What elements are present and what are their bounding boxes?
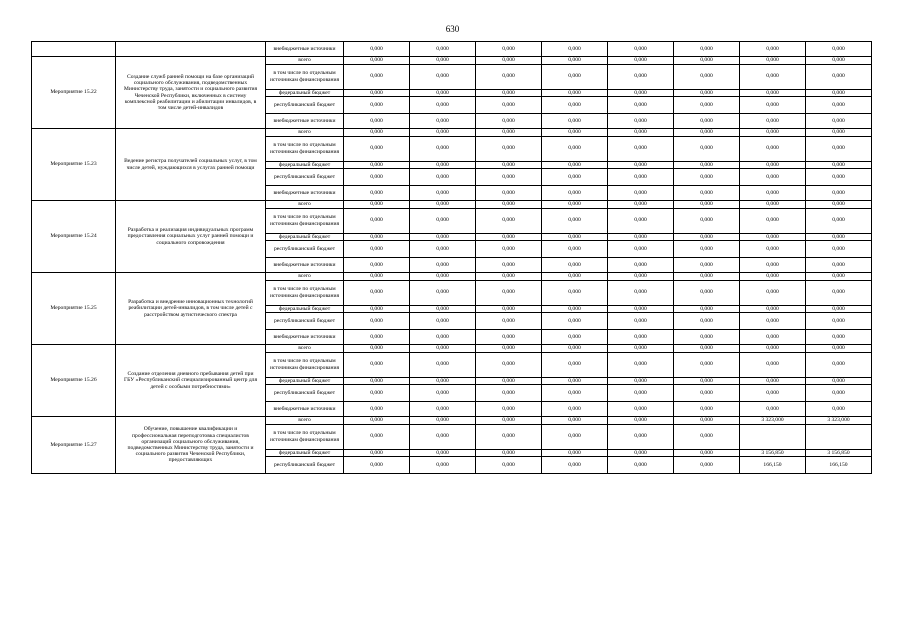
value-cell: 0,000	[344, 352, 410, 377]
value-cell: 0,000	[542, 417, 608, 425]
funding-source-cell: в том числе по отдельным источникам финансирования	[266, 280, 344, 305]
value-cell: 0,000	[410, 377, 476, 385]
value-cell: 0,000	[740, 273, 806, 281]
funding-source-cell: внебюджетные источники	[266, 402, 344, 417]
value-cell: 0,000	[542, 273, 608, 281]
value-cell: 0,000	[344, 424, 410, 449]
value-cell: 0,000	[476, 449, 542, 457]
value-cell: 0,000	[674, 241, 740, 258]
value-cell: 0,000	[806, 186, 872, 201]
value-cell: 0,000	[608, 201, 674, 209]
value-cell: 0,000	[608, 57, 674, 65]
value-cell: 0,000	[542, 313, 608, 330]
measure-label-cell	[32, 42, 116, 57]
value-cell: 0,000	[344, 280, 410, 305]
value-cell: 0,000	[674, 352, 740, 377]
value-cell: 0,000	[806, 352, 872, 377]
value-cell: 0,000	[608, 114, 674, 129]
funding-source-cell: всего	[266, 129, 344, 137]
value-cell: 0,000	[344, 208, 410, 233]
value-cell: 0,000	[476, 330, 542, 345]
value-cell: 0,000	[476, 208, 542, 233]
value-cell: 0,000	[674, 402, 740, 417]
table-row	[32, 42, 872, 57]
value-cell: 0,000	[806, 57, 872, 65]
value-cell: 0,000	[806, 280, 872, 305]
value-cell: 0,000	[476, 385, 542, 402]
value-cell: 0,000	[608, 449, 674, 457]
value-cell: 0,000	[344, 385, 410, 402]
value-cell: 0,000	[740, 258, 806, 273]
value-cell: 0,000	[344, 305, 410, 313]
value-cell: 0,000	[344, 258, 410, 273]
funding-source-cell: федеральный бюджет	[266, 449, 344, 457]
value-cell: 0,000	[542, 129, 608, 137]
measure-label: Мероприятие 15.25	[32, 273, 116, 345]
value-cell: 0,000	[410, 258, 476, 273]
value-cell: 0,000	[740, 136, 806, 161]
value-cell: 0,000	[806, 64, 872, 89]
value-cell: 0,000	[674, 457, 740, 474]
value-cell: 0,000	[608, 97, 674, 114]
value-cell: 3 323,000	[740, 417, 806, 425]
value-cell: 0,000	[410, 273, 476, 281]
value-cell: 0,000	[608, 208, 674, 233]
value-cell: 0,000	[344, 241, 410, 258]
value-cell: 0,000	[344, 273, 410, 281]
value-cell: 0,000	[806, 345, 872, 353]
value-cell: 0,000	[476, 186, 542, 201]
value-cell: 0,000	[542, 280, 608, 305]
value-cell: 0,000	[410, 64, 476, 89]
table-row	[32, 417, 872, 425]
measure-description: Создание служб ранней помощи на базе организаций социального обслуживания, подведомственных Министерству труда, занятости и социального развития Чеченской Республики, включенных в систему комплексной реабилитации и абилитации инвалидов, в том числе детей-инвалидов	[116, 57, 266, 129]
value-cell: 0,000	[542, 208, 608, 233]
measure-description: Разработка и внедрение инновационных технологий реабилитации детей-инвалидов, в том числе детей с расстройством аутистического спектра	[116, 273, 266, 345]
value-cell: 3 156,850	[806, 449, 872, 457]
value-cell: 0,000	[674, 64, 740, 89]
value-cell: 0,000	[476, 241, 542, 258]
value-cell: 0,000	[674, 305, 740, 313]
value-cell: 0,000	[476, 97, 542, 114]
value-cell: 0,000	[806, 201, 872, 209]
value-cell: 0,000	[542, 201, 608, 209]
value-cell: 0,000	[740, 129, 806, 137]
value-cell: 0,000	[806, 169, 872, 186]
value-cell: 0,000	[608, 273, 674, 281]
value-cell: 0,000	[476, 417, 542, 425]
value-cell: 0,000	[608, 186, 674, 201]
funding-source-cell: республиканский бюджет	[266, 457, 344, 474]
value-cell: 0,000	[740, 42, 806, 57]
value-cell: 0,000	[410, 136, 476, 161]
measure-label: Мероприятие 15.26	[32, 345, 116, 417]
value-cell: 0,000	[608, 385, 674, 402]
value-cell: 0,000	[806, 208, 872, 233]
value-cell: 0,000	[344, 129, 410, 137]
value-cell: 0,000	[476, 352, 542, 377]
funding-source-cell: внебюджетные источники	[266, 114, 344, 129]
value-cell: 0,000	[542, 330, 608, 345]
funding-source-cell: федеральный бюджет	[266, 161, 344, 169]
funding-source-cell: всего	[266, 57, 344, 65]
value-cell: 0,000	[344, 114, 410, 129]
value-cell: 0,000	[344, 377, 410, 385]
funding-source-cell: всего	[266, 345, 344, 353]
value-cell: 0,000	[542, 186, 608, 201]
funding-source-cell: всего	[266, 417, 344, 425]
value-cell: 0,000	[674, 186, 740, 201]
funding-source-cell: федеральный бюджет	[266, 305, 344, 313]
value-cell: 0,000	[674, 129, 740, 137]
measure-description: Создание отделения дневного пребывания детей при ГБУ «Республиканский специализированный центр для детей с особыми потребностями»	[116, 345, 266, 417]
value-cell: 0,000	[410, 280, 476, 305]
value-cell: 0,000	[476, 402, 542, 417]
funding-source-cell: внебюджетные источники	[266, 330, 344, 345]
value-cell: 0,000	[806, 136, 872, 161]
value-cell: 0,000	[806, 97, 872, 114]
value-cell: 0,000	[344, 169, 410, 186]
value-cell: 0,000	[674, 377, 740, 385]
value-cell: 0,000	[806, 273, 872, 281]
table-row	[32, 345, 872, 353]
value-cell: 0,000	[476, 136, 542, 161]
value-cell: 0,000	[806, 402, 872, 417]
value-cell: 0,000	[806, 161, 872, 169]
value-cell: 0,000	[608, 417, 674, 425]
value-cell: 0,000	[674, 417, 740, 425]
value-cell: 0,000	[344, 330, 410, 345]
value-cell: 0,000	[410, 417, 476, 425]
value-cell: 0,000	[410, 330, 476, 345]
value-cell: 166,150	[806, 457, 872, 474]
value-cell: 0,000	[410, 305, 476, 313]
table-row	[32, 57, 872, 65]
value-cell: 0,000	[476, 424, 542, 449]
funding-source-cell: в том числе по отдельным источникам финансирования	[266, 136, 344, 161]
value-cell: 0,000	[542, 64, 608, 89]
value-cell: 166,150	[740, 457, 806, 474]
value-cell: 0,000	[542, 42, 608, 57]
value-cell: 0,000	[608, 89, 674, 97]
value-cell: 0,000	[608, 330, 674, 345]
value-cell: 0,000	[806, 258, 872, 273]
value-cell: 0,000	[674, 330, 740, 345]
value-cell: 0,000	[740, 201, 806, 209]
value-cell: 0,000	[674, 161, 740, 169]
table-row	[32, 201, 872, 209]
value-cell: 0,000	[476, 457, 542, 474]
value-cell: 0,000	[674, 57, 740, 65]
funding-source-cell: республиканский бюджет	[266, 385, 344, 402]
measure-description: Разработка и реализация индивидуальных программ предоставления социальных услуг ранней помощи и социального сопровождения	[116, 201, 266, 273]
measure-label: Мероприятие 15.23	[32, 129, 116, 201]
value-cell: 0,000	[542, 449, 608, 457]
value-cell: 0,000	[410, 313, 476, 330]
value-cell: 0,000	[608, 161, 674, 169]
value-cell: 0,000	[608, 352, 674, 377]
value-cell: 0,000	[608, 129, 674, 137]
value-cell: 0,000	[806, 241, 872, 258]
measure-description: Обучение, повышение квалификации и профессиональная переподготовка специалистов организаций социального обслуживания, подведомственных Министерству труда, занятости и социального развития Чеченской Республики, предоставляющих	[116, 417, 266, 474]
value-cell: 0,000	[344, 42, 410, 57]
measure-description-cell	[116, 42, 266, 57]
measure-label: Мероприятие 15.22	[32, 57, 116, 129]
funding-source-cell: в том числе по отдельным источникам финансирования	[266, 208, 344, 233]
measure-label: Мероприятие 15.24	[32, 201, 116, 273]
value-cell: 0,000	[344, 417, 410, 425]
value-cell: 0,000	[542, 457, 608, 474]
value-cell: 0,000	[476, 305, 542, 313]
value-cell: 0,000	[344, 313, 410, 330]
value-cell: 0,000	[410, 449, 476, 457]
value-cell: 0,000	[410, 186, 476, 201]
value-cell	[806, 424, 872, 449]
value-cell: 0,000	[806, 385, 872, 402]
value-cell: 0,000	[674, 42, 740, 57]
value-cell: 0,000	[344, 201, 410, 209]
value-cell: 0,000	[608, 305, 674, 313]
measure-description: Ведение регистра получателей социальных услуг, в том числе детей, нуждающихся в услугах ранней помощи	[116, 129, 266, 201]
funding-source-cell: внебюджетные источники	[266, 258, 344, 273]
value-cell: 0,000	[740, 208, 806, 233]
value-cell: 0,000	[344, 186, 410, 201]
value-cell: 0,000	[344, 457, 410, 474]
value-cell: 0,000	[740, 280, 806, 305]
value-cell: 0,000	[608, 345, 674, 353]
funding-source-cell: республиканский бюджет	[266, 169, 344, 186]
value-cell: 0,000	[344, 233, 410, 241]
value-cell: 0,000	[344, 449, 410, 457]
measure-label: Мероприятие 15.27	[32, 417, 116, 474]
value-cell: 0,000	[542, 258, 608, 273]
value-cell: 0,000	[344, 345, 410, 353]
value-cell: 0,000	[806, 313, 872, 330]
value-cell: 0,000	[410, 352, 476, 377]
value-cell: 0,000	[740, 345, 806, 353]
value-cell: 0,000	[542, 169, 608, 186]
value-cell: 0,000	[476, 169, 542, 186]
value-cell: 0,000	[674, 114, 740, 129]
value-cell: 0,000	[542, 57, 608, 65]
funding-source-cell: федеральный бюджет	[266, 233, 344, 241]
value-cell: 0,000	[410, 208, 476, 233]
value-cell: 0,000	[542, 352, 608, 377]
funding-source-cell: республиканский бюджет	[266, 97, 344, 114]
value-cell: 0,000	[410, 424, 476, 449]
value-cell: 0,000	[608, 42, 674, 57]
value-cell: 0,000	[476, 42, 542, 57]
funding-source-cell: федеральный бюджет	[266, 89, 344, 97]
value-cell: 0,000	[740, 241, 806, 258]
value-cell: 0,000	[674, 280, 740, 305]
value-cell: 0,000	[410, 89, 476, 97]
value-cell: 0,000	[476, 313, 542, 330]
value-cell: 0,000	[476, 258, 542, 273]
value-cell: 0,000	[476, 114, 542, 129]
value-cell: 0,000	[410, 57, 476, 65]
value-cell: 0,000	[410, 129, 476, 137]
value-cell: 0,000	[410, 345, 476, 353]
value-cell: 0,000	[674, 258, 740, 273]
value-cell: 0,000	[608, 402, 674, 417]
value-cell: 0,000	[344, 402, 410, 417]
value-cell: 0,000	[608, 136, 674, 161]
value-cell: 0,000	[674, 345, 740, 353]
value-cell: 0,000	[740, 233, 806, 241]
value-cell: 0,000	[542, 377, 608, 385]
table-row	[32, 129, 872, 137]
value-cell: 0,000	[674, 233, 740, 241]
value-cell: 0,000	[608, 313, 674, 330]
value-cell: 0,000	[740, 313, 806, 330]
value-cell: 0,000	[740, 64, 806, 89]
funding-source-cell: внебюджетные источники	[266, 186, 344, 201]
value-cell: 0,000	[674, 136, 740, 161]
value-cell: 0,000	[608, 280, 674, 305]
value-cell: 0,000	[476, 377, 542, 385]
funding-source-cell: республиканский бюджет	[266, 241, 344, 258]
value-cell: 0,000	[344, 161, 410, 169]
value-cell: 0,000	[476, 201, 542, 209]
value-cell: 0,000	[476, 57, 542, 65]
funding-source-cell: в том числе по отдельным источникам финансирования	[266, 424, 344, 449]
value-cell: 0,000	[608, 424, 674, 449]
value-cell: 0,000	[542, 233, 608, 241]
budget-table	[31, 41, 872, 474]
funding-source-cell: внебюджетные источники	[266, 42, 344, 57]
value-cell: 0,000	[806, 330, 872, 345]
value-cell: 0,000	[674, 208, 740, 233]
value-cell: 0,000	[476, 273, 542, 281]
value-cell: 0,000	[674, 313, 740, 330]
value-cell: 0,000	[740, 114, 806, 129]
value-cell: 0,000	[542, 241, 608, 258]
value-cell: 3 323,000	[806, 417, 872, 425]
value-cell: 0,000	[410, 385, 476, 402]
value-cell: 0,000	[608, 377, 674, 385]
table-row	[32, 273, 872, 281]
value-cell: 0,000	[806, 114, 872, 129]
value-cell: 0,000	[608, 241, 674, 258]
value-cell: 0,000	[410, 402, 476, 417]
value-cell: 0,000	[410, 233, 476, 241]
value-cell: 0,000	[608, 64, 674, 89]
value-cell: 0,000	[542, 385, 608, 402]
value-cell: 0,000	[740, 377, 806, 385]
value-cell: 0,000	[740, 330, 806, 345]
value-cell: 0,000	[674, 89, 740, 97]
funding-source-cell: всего	[266, 273, 344, 281]
value-cell: 0,000	[740, 97, 806, 114]
value-cell: 0,000	[740, 305, 806, 313]
value-cell: 0,000	[476, 129, 542, 137]
value-cell: 0,000	[806, 129, 872, 137]
value-cell: 0,000	[806, 233, 872, 241]
value-cell: 0,000	[344, 97, 410, 114]
value-cell: 0,000	[806, 305, 872, 313]
funding-source-cell: республиканский бюджет	[266, 313, 344, 330]
value-cell: 0,000	[806, 89, 872, 97]
funding-source-cell: в том числе по отдельным источникам финансирования	[266, 352, 344, 377]
value-cell: 0,000	[674, 169, 740, 186]
value-cell: 0,000	[608, 169, 674, 186]
value-cell: 0,000	[806, 42, 872, 57]
value-cell: 0,000	[476, 64, 542, 89]
value-cell: 0,000	[476, 89, 542, 97]
value-cell: 0,000	[674, 201, 740, 209]
value-cell: 0,000	[674, 449, 740, 457]
value-cell: 0,000	[542, 136, 608, 161]
value-cell: 0,000	[476, 233, 542, 241]
value-cell: 0,000	[740, 385, 806, 402]
value-cell: 0,000	[542, 345, 608, 353]
value-cell: 0,000	[542, 89, 608, 97]
value-cell: 0,000	[740, 89, 806, 97]
value-cell: 0,000	[740, 57, 806, 65]
value-cell: 0,000	[674, 97, 740, 114]
page-number: 630	[445, 24, 460, 34]
value-cell: 0,000	[542, 305, 608, 313]
value-cell: 0,000	[476, 280, 542, 305]
value-cell: 0,000	[410, 201, 476, 209]
value-cell: 0,000	[476, 345, 542, 353]
funding-source-cell: в том числе по отдельным источникам финансирования	[266, 64, 344, 89]
value-cell: 0,000	[542, 97, 608, 114]
value-cell: 0,000	[806, 377, 872, 385]
value-cell: 0,000	[740, 352, 806, 377]
value-cell: 0,000	[344, 89, 410, 97]
funding-source-cell: федеральный бюджет	[266, 377, 344, 385]
value-cell: 3 156,850	[740, 449, 806, 457]
value-cell: 0,000	[410, 457, 476, 474]
value-cell: 0,000	[740, 186, 806, 201]
value-cell: 0,000	[674, 385, 740, 402]
value-cell: 0,000	[608, 258, 674, 273]
value-cell: 0,000	[410, 161, 476, 169]
value-cell: 0,000	[410, 42, 476, 57]
value-cell: 0,000	[476, 161, 542, 169]
value-cell: 0,000	[410, 114, 476, 129]
value-cell: 0,000	[410, 97, 476, 114]
value-cell: 0,000	[674, 424, 740, 449]
value-cell: 0,000	[740, 161, 806, 169]
value-cell: 0,000	[542, 402, 608, 417]
value-cell: 0,000	[344, 64, 410, 89]
value-cell: 0,000	[410, 169, 476, 186]
value-cell: 0,000	[608, 233, 674, 241]
value-cell: 0,000	[608, 457, 674, 474]
value-cell: 0,000	[410, 241, 476, 258]
value-cell: 0,000	[740, 402, 806, 417]
value-cell: 0,000	[542, 161, 608, 169]
value-cell: 0,000	[740, 169, 806, 186]
value-cell: 0,000	[344, 136, 410, 161]
value-cell: 0,000	[344, 57, 410, 65]
value-cell	[740, 424, 806, 449]
value-cell: 0,000	[542, 424, 608, 449]
value-cell: 0,000	[674, 273, 740, 281]
value-cell: 0,000	[542, 114, 608, 129]
funding-source-cell: всего	[266, 201, 344, 209]
